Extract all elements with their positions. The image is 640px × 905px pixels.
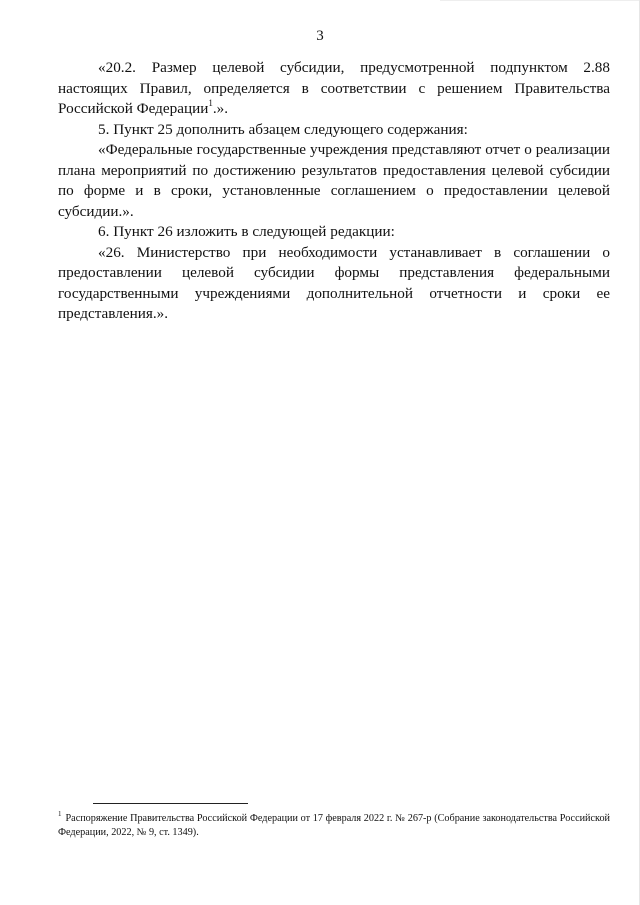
footnote-reference: 1 bbox=[208, 97, 213, 108]
footnote-text: Распоряжение Правительства Российской Федерации от 17 февраля 2022 г. № 267-р (Собрание законодательства Российской Федерации, 2022, № 9, ст. 1349). bbox=[58, 813, 610, 838]
paragraph-text: «20.2. Размер целевой субсидии, предусмотренной подпунктом 2.88 настоящих Правил, определяется в соответствии с решением Правительства Российской Федерации bbox=[58, 59, 610, 117]
paragraph-tail: .». bbox=[212, 100, 229, 117]
footnote-marker: 1 bbox=[58, 809, 62, 818]
page-number: 3 bbox=[316, 28, 324, 44]
footnote-divider bbox=[93, 803, 248, 804]
paragraph-clause-20-2 bbox=[58, 58, 610, 120]
document-body bbox=[58, 58, 610, 325]
paragraph-item-6: 6. Пункт 26 изложить в следующей редакции: bbox=[98, 223, 395, 240]
footnote bbox=[58, 809, 610, 840]
paragraph-clause-26: «26. Министерство при необходимости устанавливает в соглашении о предоставлении целевой субсидии формы представления федеральными государственными учреждениями дополнительной отчетности и сроки ее представления.». bbox=[58, 243, 610, 322]
paragraph-item-5: 5. Пункт 25 дополнить абзацем следующего содержания: bbox=[98, 120, 468, 138]
paragraph-quote-federal-institutions: «Федеральные государственные учреждения представляют отчет о реализации плана мероприятий по достижению результатов предоставления целевой субсидии по форме и в сроки, установленные соглашением о предоставлении целевой субсидии.». bbox=[58, 141, 610, 220]
scan-artifact-top bbox=[440, 0, 640, 1]
